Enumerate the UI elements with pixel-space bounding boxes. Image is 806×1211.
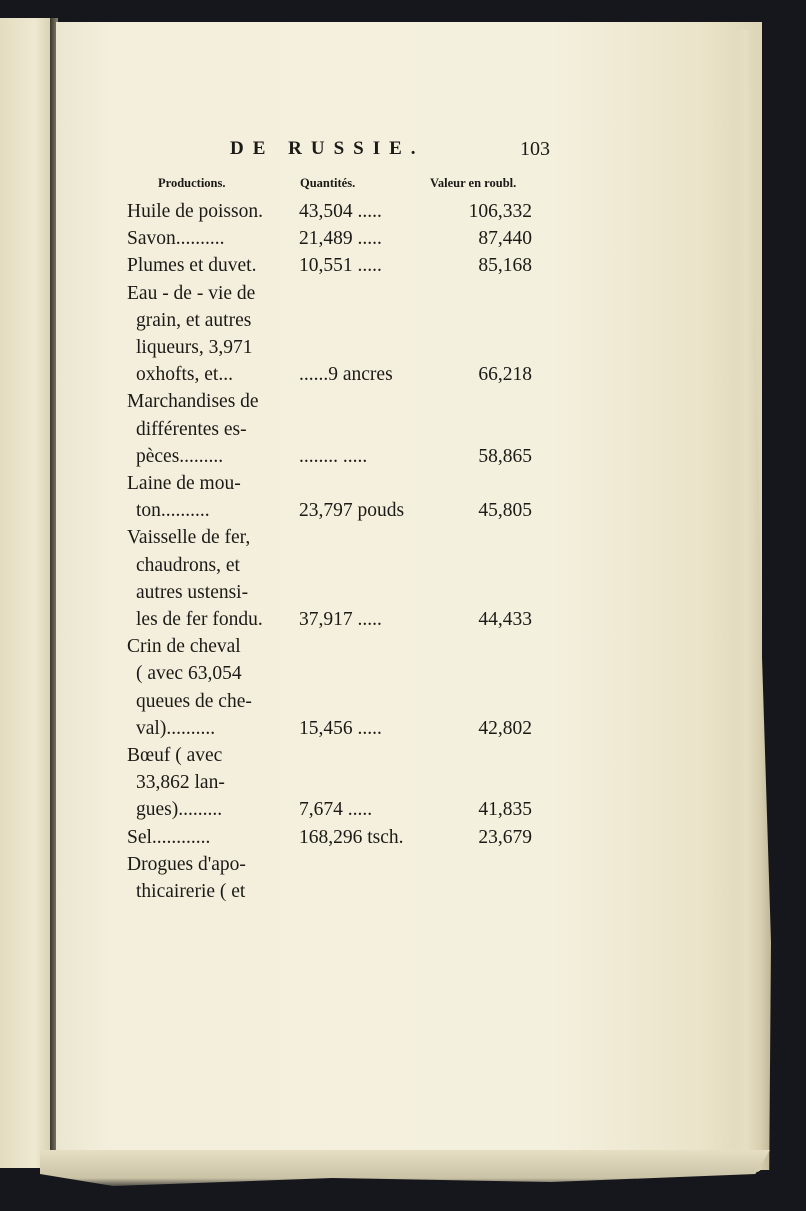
value-cell: 106,332 bbox=[468, 201, 532, 222]
value-cell: 44,433 bbox=[478, 609, 532, 630]
running-head bbox=[230, 138, 550, 164]
table-row bbox=[0, 252, 806, 280]
table-row bbox=[0, 824, 806, 852]
table-row bbox=[0, 606, 806, 634]
product-cell: thicairerie ( et bbox=[136, 881, 246, 902]
product-cell: Eau - de - vie de bbox=[127, 282, 256, 304]
table-row bbox=[0, 742, 806, 770]
product-cell: ( avec 63,054 bbox=[136, 663, 242, 685]
table-row bbox=[0, 497, 806, 525]
product-cell: Plumes et duvet. bbox=[127, 255, 257, 277]
product-cell: queues de che- bbox=[136, 690, 252, 712]
table-row bbox=[0, 443, 806, 471]
table-row bbox=[0, 660, 806, 688]
product-cell: Huile de poisson. bbox=[127, 201, 263, 222]
quantity-cell: 168,296 tsch. bbox=[299, 826, 404, 848]
table-row bbox=[0, 715, 806, 743]
table-row bbox=[0, 225, 806, 253]
product-cell: différentes es- bbox=[136, 418, 247, 440]
value-cell: 58,865 bbox=[478, 445, 532, 467]
product-cell: Drogues d'apo- bbox=[127, 853, 246, 875]
product-cell: 33,862 lan- bbox=[136, 772, 225, 794]
table-row bbox=[0, 688, 806, 716]
product-cell: Vaisselle de fer, bbox=[127, 527, 251, 549]
value-cell: 45,805 bbox=[478, 500, 532, 522]
quantity-cell: ........ ..... bbox=[299, 445, 368, 467]
page-number: 103 bbox=[520, 138, 550, 160]
product-cell: grain, et autres bbox=[136, 309, 252, 331]
value-cell: 85,168 bbox=[478, 255, 532, 277]
product-cell: Laine de mou- bbox=[127, 473, 241, 494]
product-cell: pèces......... bbox=[136, 445, 224, 467]
column-header-quantities: Quantités. bbox=[300, 176, 356, 190]
quantity-cell: 10,551 ..... bbox=[299, 255, 382, 277]
value-cell: 66,218 bbox=[478, 364, 532, 386]
quantity-cell: 7,674 ..... bbox=[299, 799, 373, 821]
table-row bbox=[0, 388, 806, 416]
product-cell: Bœuf ( avec bbox=[127, 745, 223, 766]
table-row bbox=[0, 280, 806, 308]
column-header-productions: Productions. bbox=[158, 176, 226, 190]
table-row bbox=[0, 579, 806, 607]
table-row bbox=[0, 769, 806, 797]
quantity-cell: ......9 ancres bbox=[299, 364, 393, 386]
table-row bbox=[0, 633, 806, 661]
value-cell: 42,802 bbox=[478, 717, 532, 739]
table-row bbox=[0, 361, 806, 389]
product-cell: Sel............ bbox=[127, 826, 211, 848]
product-cell: gues)......... bbox=[136, 799, 223, 821]
product-cell: autres ustensi- bbox=[136, 581, 249, 603]
table-row bbox=[0, 878, 806, 906]
table-row bbox=[0, 307, 806, 335]
value-cell: 87,440 bbox=[478, 228, 532, 250]
value-cell: 23,679 bbox=[478, 826, 532, 848]
product-cell: Savon.......... bbox=[127, 228, 225, 250]
quantity-cell: 15,456 ..... bbox=[299, 717, 382, 739]
table-row bbox=[0, 552, 806, 580]
page-bottom-edge bbox=[40, 1150, 770, 1190]
table-row bbox=[0, 470, 806, 498]
product-cell: oxhofts, et... bbox=[136, 364, 233, 386]
product-cell: Crin de cheval bbox=[127, 636, 241, 658]
table-row bbox=[0, 198, 806, 226]
quantity-cell: 21,489 ..... bbox=[299, 228, 382, 250]
product-cell: Marchandises de bbox=[127, 391, 259, 413]
product-cell: chaudrons, et bbox=[136, 554, 240, 576]
product-cell: les de fer fondu. bbox=[136, 609, 263, 630]
quantity-cell: 37,917 ..... bbox=[299, 609, 382, 630]
product-cell: val).......... bbox=[136, 717, 216, 739]
table-row bbox=[0, 524, 806, 552]
running-head-title: DE RUSSIE. bbox=[230, 138, 425, 159]
product-cell: ton.......... bbox=[136, 500, 210, 522]
value-cell: 41,835 bbox=[478, 799, 532, 821]
quantity-cell: 43,504 ..... bbox=[299, 201, 382, 222]
table-row bbox=[0, 334, 806, 362]
quantity-cell: 23,797 pouds bbox=[299, 500, 405, 522]
product-cell: liqueurs, 3,971 bbox=[136, 337, 253, 358]
table-row bbox=[0, 796, 806, 824]
table-row bbox=[0, 416, 806, 444]
table-row bbox=[0, 851, 806, 879]
column-header-value: Valeur en roubl. bbox=[430, 176, 517, 190]
